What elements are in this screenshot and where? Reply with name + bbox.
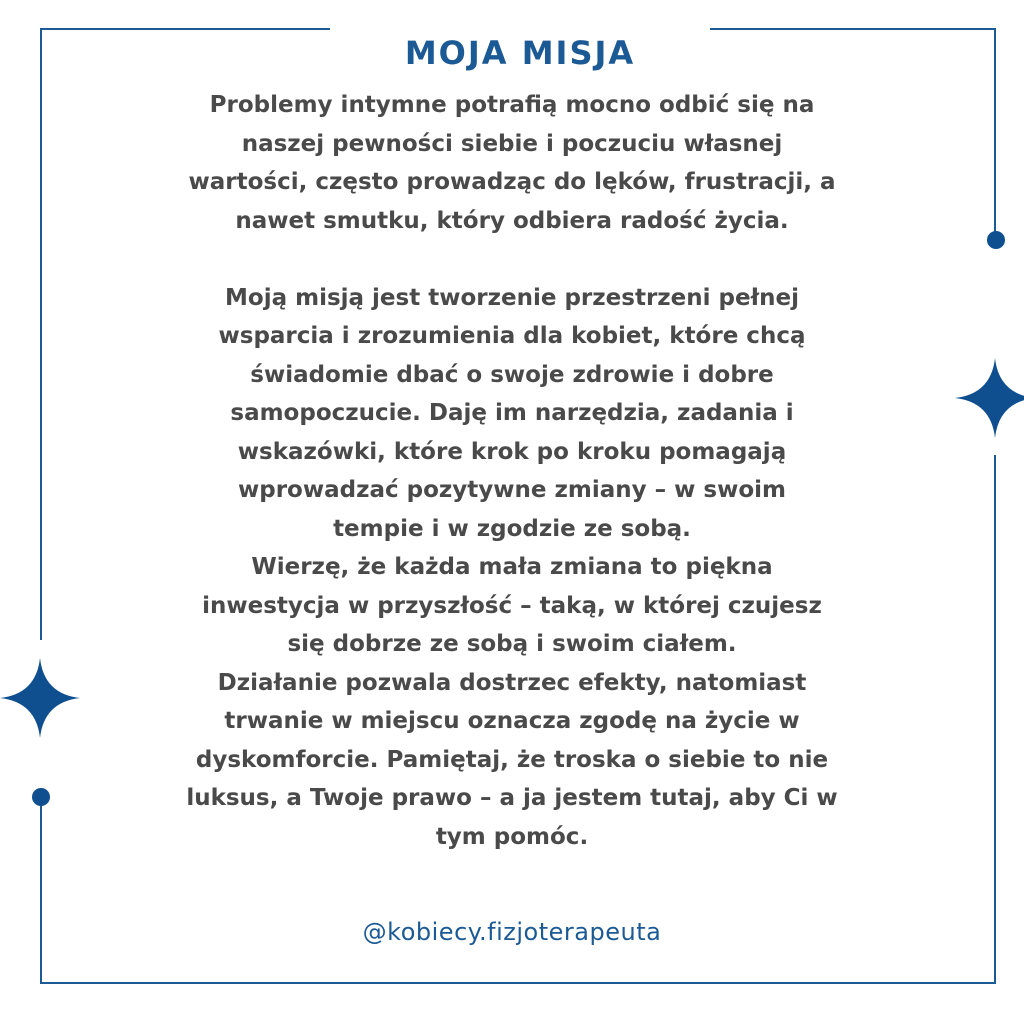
sparkle-star-icon [0,658,80,738]
blank-line [110,240,914,279]
frame-dot-right [987,231,1005,249]
text-line: naszej pewności siebie i poczuciu własnej [241,130,783,157]
text-line: się dobrze ze sobą i swoim ciałem. [287,631,737,657]
text-line: wprowadzać pozytywne zmiany – w swoim [238,477,786,503]
text-line: wskazówki, które krok po kroku pomagają [237,438,787,465]
text-line: wartości, często prowadząc do lęków, frustracji, a [188,169,836,195]
text-line: tempie i w zgodzie ze sobą. [333,515,691,542]
text-line: inwestycja w przyszłość – taką, w której czujesz [202,592,822,619]
frame-dot-left [32,788,50,806]
text-line: Problemy intymne potrafią mocno odbić się na [209,92,815,118]
text-line: tym pomóc. [435,823,589,850]
text-line: świadomie dbać o swoje zdrowie i dobre [250,361,774,388]
social-handle: @kobiecy.fizjoterapeuta [362,918,662,946]
text-line: wsparcia i zrozumienia dla kobiet, które chcą [218,323,806,349]
text-line: Wierzę, że każda mała zmiana to piękna [251,554,773,580]
sparkle-star-icon [955,358,1024,438]
page-title: MOJA MISJA [404,34,636,72]
text-line: trwanie w miejscu oznacza zgodę na życie w [224,708,800,734]
text-line: luksus, a Twoje prawo – a ja jestem tutaj, aby Ci w [186,785,838,811]
text-line: dyskomforcie. Pamiętaj, że troska o siebie to nie [195,746,829,773]
title-container [330,28,710,78]
text-line: nawet smutku, który odbiera radość życia. [235,207,789,234]
text-line: samopoczucie. Daję im narzędzia, zadania i [230,400,794,426]
text-line: Działanie pozwala dostrzec efekty, natomiast [217,669,807,696]
mission-text [110,86,914,856]
text-line: Moją misją jest tworzenie przestrzeni pełnej [225,284,799,311]
